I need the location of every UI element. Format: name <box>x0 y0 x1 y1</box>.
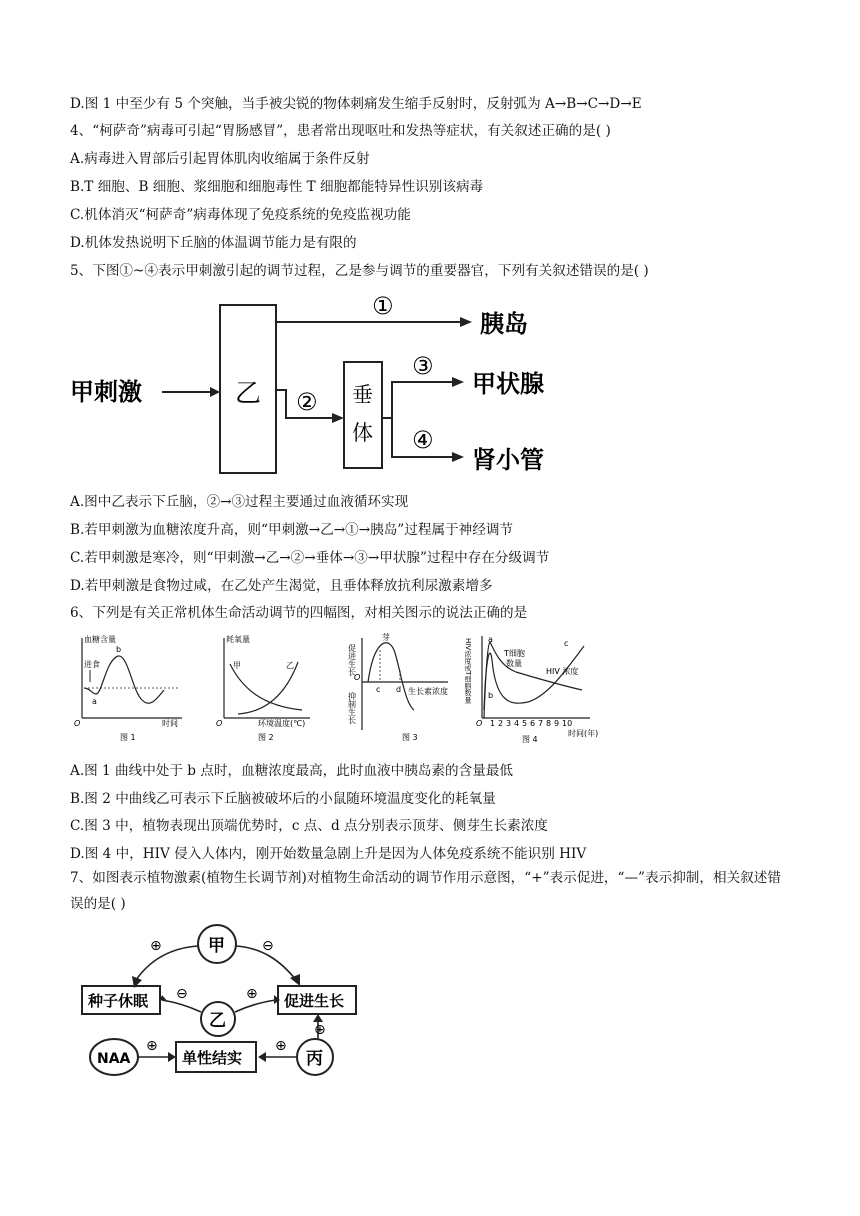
g1-point-b: b <box>116 645 122 654</box>
organ-yi-label: 乙 <box>235 379 262 409</box>
pituitary-box <box>344 362 382 468</box>
q4-option-d: D.机体发热说明下丘脑的体温调节能力是有限的 <box>70 235 357 251</box>
path-3 <box>392 382 452 418</box>
path-3-number: ③ <box>412 352 434 380</box>
box-fruit-label: 单性结实 <box>182 1049 243 1067</box>
path-2-arrowhead <box>332 413 344 423</box>
g2-label-jia: 甲 <box>233 661 241 670</box>
q6-stem: 6、下列是有关正常机体生命活动调节的四幅图，对相关图示的说法正确的是 <box>70 605 528 621</box>
g3-bud-label: 芽 <box>382 633 390 642</box>
q7-stem: 7、如图表示植物激素(植物生长调节剂)对植物生命活动的调节作用示意图，“+”表示促进，“—”表示抑制，相关叙述错误的是( ) <box>70 870 781 912</box>
q4-option-c: C.机体消灭“柯萨奇”病毒体现了免疫系统的免疫监视功能 <box>70 207 411 223</box>
g4-tick: 1 <box>490 719 496 728</box>
q6-option-a: A.图 1 曲线中处于 b 点时，血糖浓度最高，此时血液中胰岛素的含量最低 <box>70 763 513 779</box>
q5-stem: 5、下图①~④表示甲刺激引起的调节过程，乙是参与调节的重要器官，下列有关叙述错误的是( ) <box>70 263 649 279</box>
q6-graphs <box>70 630 610 748</box>
g1-caption: 图 1 <box>120 733 136 742</box>
g4-caption: 图 4 <box>522 735 538 744</box>
q4-option-a: A.病毒进入胃部后引起胃体肌肉收缩属于条件反射 <box>70 151 370 167</box>
q6-option-d: D.图 4 中，HIV 侵入人体内，刚开始数量急剧上升是因为人体免疫系统不能识别 HIV <box>70 846 587 862</box>
sign-bing-fruit: ⊕ <box>275 1038 287 1054</box>
q5-option-d: D.若甲刺激是食物过咸，在乙处产生渴觉，且垂体释放抗利尿激素增多 <box>70 578 493 594</box>
q6-option-b: B.图 2 中曲线乙可表示下丘脑被破坏后的小鼠随环境温度变化的耗氧量 <box>70 791 496 807</box>
g4-tick: 8 <box>546 719 552 728</box>
pituitary-char-1: 垂 <box>352 383 373 407</box>
g1-ylabel: 血糖含量 <box>84 635 116 644</box>
g3-origin: O <box>354 673 361 682</box>
g1-xlabel: 时间 <box>162 719 178 728</box>
g3-caption: 图 3 <box>402 733 418 742</box>
graph-2 <box>216 634 310 742</box>
g3-point-d: d <box>396 685 402 694</box>
sign-jia-growth: ⊖ <box>262 938 274 954</box>
target-thyroid: 甲状腺 <box>472 370 544 398</box>
g2-caption: 图 2 <box>258 733 274 742</box>
g2-ylabel: 耗氧量 <box>226 635 250 644</box>
g2-origin: O <box>216 719 223 728</box>
g3-curve <box>368 643 414 710</box>
box-dormancy-label: 种子休眠 <box>88 992 149 1010</box>
path-1-number: ① <box>372 292 394 320</box>
sign-yi-growth: ⊕ <box>246 986 258 1002</box>
arrow-jia-to-dormancy <box>136 946 198 980</box>
g3-y-down-label: 抑制生长 <box>347 692 357 724</box>
target-renal-tubule: 肾小管 <box>472 446 544 474</box>
box-growth-label: 促进生长 <box>284 992 345 1010</box>
graph-1 <box>74 634 182 742</box>
g4-tick: 7 <box>538 719 544 728</box>
q3-option-d: D.图 1 中至少有 5 个突触，当手被尖锐的物体刺痛发生缩手反射时，反射弧为 A→B→C→D→E <box>70 96 642 112</box>
g4-point-a: a <box>488 635 493 644</box>
g4-xlabel: 时间(年) <box>568 729 599 738</box>
q4-option-b: B.T 细胞、B 细胞、浆细胞和细胞毒性 T 细胞都能特异性识别该病毒 <box>70 179 484 195</box>
g1-food-label: 进食 <box>84 660 100 669</box>
pituitary-char-2: 体 <box>352 421 373 445</box>
g4-tcell-label-2: 数量 <box>506 659 522 668</box>
g2-xlabel: 环境温度(℃) <box>258 719 306 728</box>
g4-hiv-label: HIV 浓度 <box>546 667 579 676</box>
q7-diagram <box>70 922 370 1082</box>
g4-tick: 3 <box>506 719 512 728</box>
g3-y-up-label: 促进生长 <box>347 644 357 676</box>
g3-point-c: c <box>376 685 381 694</box>
path-3-arrowhead <box>452 377 464 387</box>
q5-diagram <box>70 290 570 480</box>
node-naa-label: NAA <box>97 1051 131 1067</box>
g4-origin: O <box>476 719 483 728</box>
g4-ylabel: HIV浓度或T细胞数量 <box>464 638 472 704</box>
arrow-bing-to-growth-head <box>313 1014 323 1022</box>
sign-jia-dormancy: ⊕ <box>150 938 162 954</box>
g4-tick: 6 <box>530 719 536 728</box>
target-pancreatic-islet: 胰岛 <box>480 310 528 338</box>
path-4-arrowhead <box>452 452 464 462</box>
g4-point-b: b <box>488 691 494 700</box>
sign-yi-dormancy: ⊖ <box>176 986 188 1002</box>
arrow-bing-to-fruit-head <box>258 1052 266 1062</box>
stimulus-arrowhead <box>210 387 220 397</box>
g4-tick: 2 <box>498 719 504 728</box>
path-4-number: ④ <box>412 426 434 454</box>
graph-3 <box>348 632 449 742</box>
arrow-yi-to-dormancy-head <box>160 995 168 1002</box>
g2-curve-jia <box>230 664 302 710</box>
arrow-naa-to-fruit-head <box>168 1052 176 1062</box>
path-2-number: ② <box>296 388 318 416</box>
graph-4 <box>464 635 598 744</box>
g4-tcell-label-1: T细胞 <box>504 649 525 658</box>
g2-label-yi: 乙 <box>286 661 294 670</box>
g4-point-c: c <box>564 639 569 648</box>
g4-tick: 5 <box>522 719 528 728</box>
node-jia-label: 甲 <box>208 936 225 956</box>
g1-origin: O <box>74 719 81 728</box>
node-yi-label: 乙 <box>209 1011 226 1031</box>
g4-tick: 4 <box>514 719 520 728</box>
stimulus-label: 甲刺激 <box>70 378 142 406</box>
q4-stem: 4、“柯萨奇”病毒可引起“胃肠感冒”，患者常出现呕吐和发热等症状，有关叙述正确的是( ) <box>70 123 611 139</box>
g3-xlabel: 生长素浓度 <box>408 687 448 696</box>
path-1-arrowhead <box>460 317 472 327</box>
g4-tick: 9 <box>554 719 560 728</box>
q6-option-c: C.图 3 中，植物表现出顶端优势时，c 点、d 点分别表示顶芽、侧芽生长素浓度 <box>70 818 548 834</box>
sign-naa-fruit: ⊕ <box>146 1038 158 1054</box>
g4-tcell-curve <box>484 642 582 718</box>
q5-option-c: C.若甲刺激是寒冷，则“甲刺激→乙→②→垂体→③→甲状腺”过程中存在分级调节 <box>70 550 550 566</box>
g1-point-a: a <box>92 697 97 706</box>
g4-x-ticks <box>490 719 572 728</box>
g4-hiv-curve <box>484 646 584 710</box>
q5-option-b: B.若甲刺激为血糖浓度升高，则“甲刺激→乙→①→胰岛”过程属于神经调节 <box>70 522 514 538</box>
node-bing-label: 丙 <box>306 1049 323 1069</box>
sign-bing-growth: ⊕ <box>314 1022 326 1038</box>
g4-tick: 10 <box>562 719 573 728</box>
q5-option-a: A.图中乙表示下丘脑，②→③过程主要通过血液循环实现 <box>70 494 409 510</box>
